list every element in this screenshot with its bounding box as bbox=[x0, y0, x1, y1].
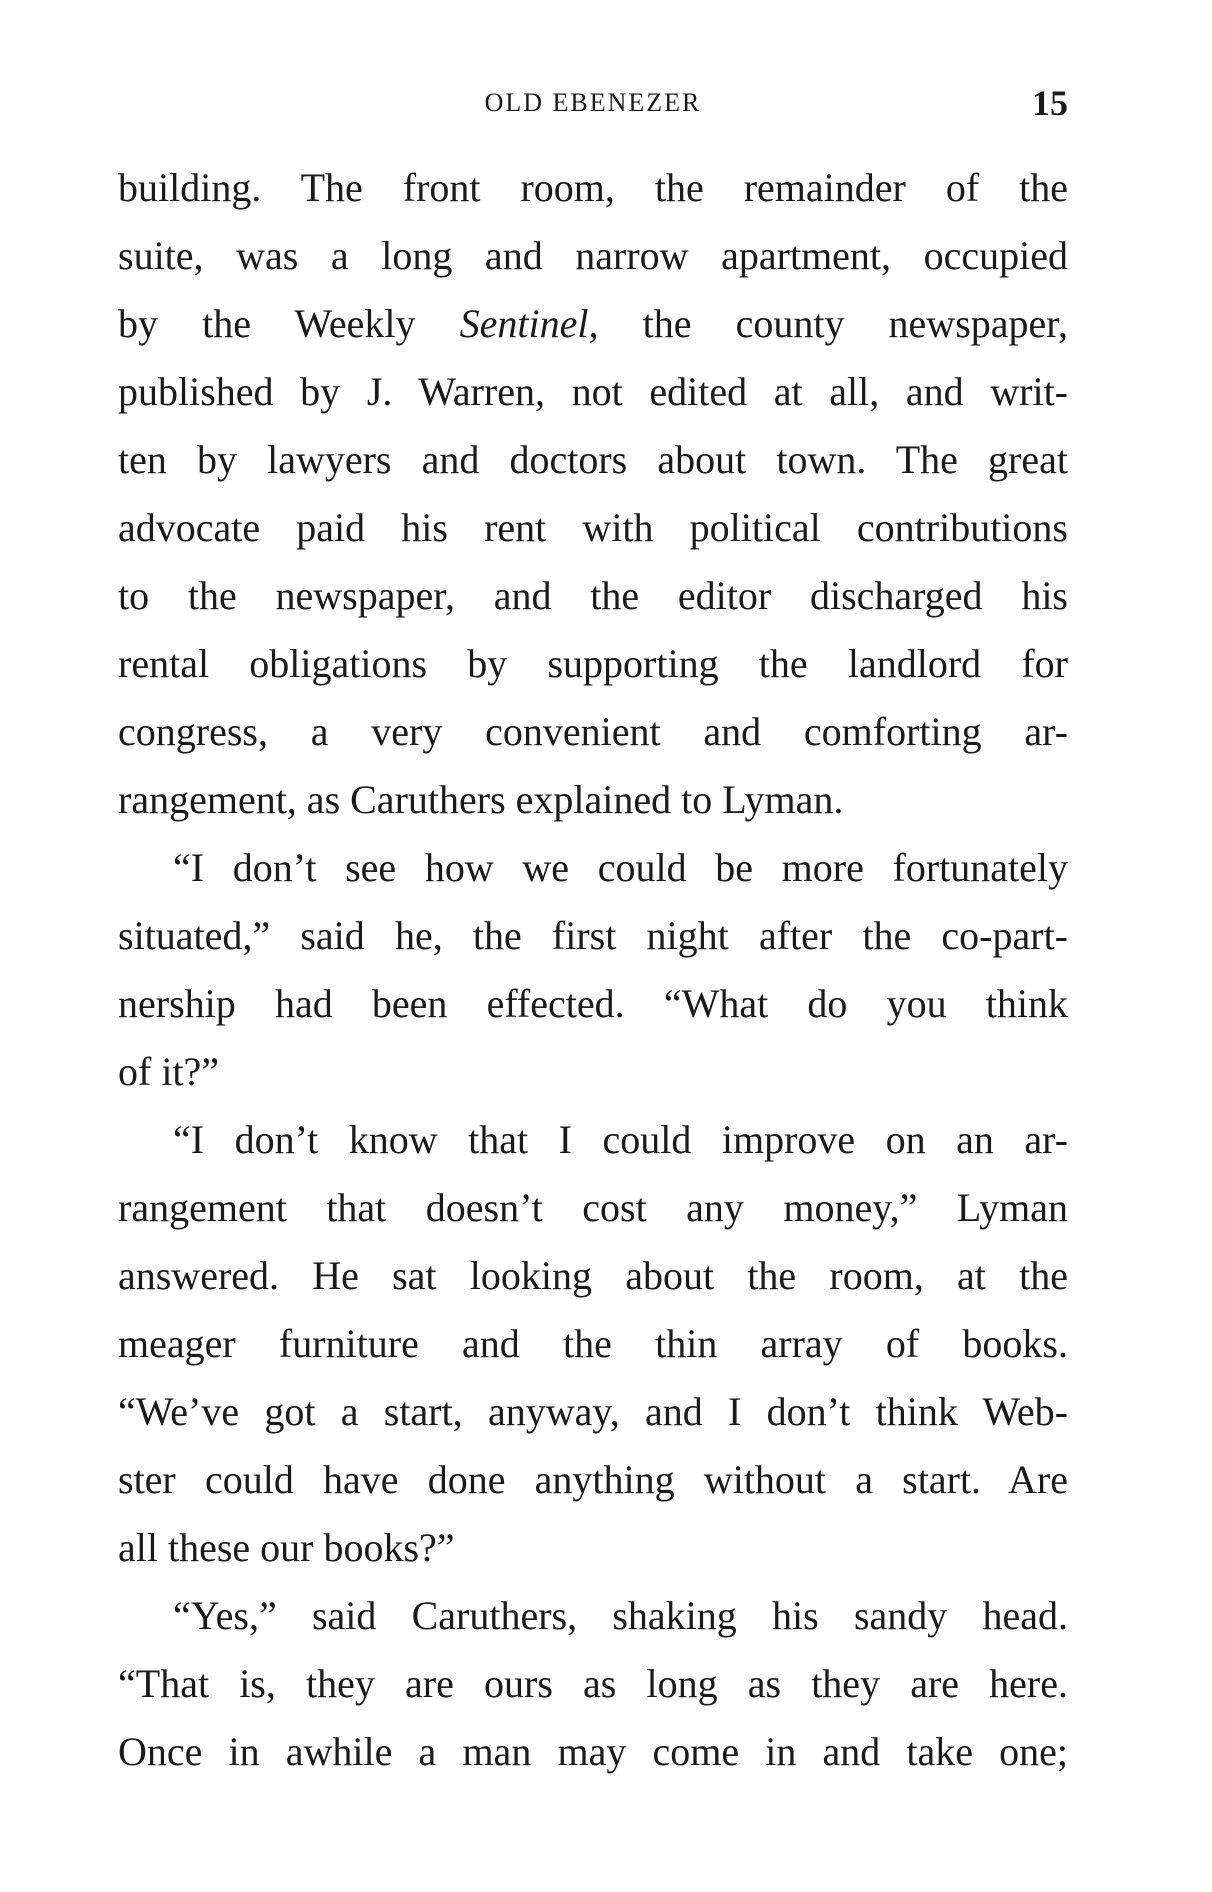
text-run: suite, was a long and narrow apartment, occupied bbox=[118, 233, 1068, 278]
text-line bbox=[118, 1446, 1068, 1514]
page-number: 15 bbox=[1032, 83, 1068, 123]
text-line bbox=[118, 1242, 1068, 1310]
running-title: OLD EBENEZER bbox=[484, 88, 702, 117]
text-run: building. The front room, the remainder of the bbox=[118, 165, 1068, 210]
text-run: rangement that doesn’t cost any money,” Lyman bbox=[118, 1185, 1068, 1230]
text-line bbox=[118, 222, 1068, 290]
text-run: ster could have done anything without a start. Are bbox=[118, 1457, 1068, 1502]
text-run: rangement, as Caruthers explained to Lyman. bbox=[118, 777, 844, 822]
text-run: “That is, they are ours as long as they are here. bbox=[118, 1661, 1068, 1706]
text-line bbox=[118, 698, 1068, 766]
text-line bbox=[118, 1718, 1068, 1786]
text-line bbox=[118, 834, 1068, 902]
text-line bbox=[118, 1174, 1068, 1242]
text-line bbox=[118, 630, 1068, 698]
text-run: by the Weekly bbox=[118, 301, 460, 346]
text-run: meager furniture and the thin array of books. bbox=[118, 1321, 1068, 1366]
text-line bbox=[118, 1514, 1068, 1582]
text-line bbox=[118, 1106, 1068, 1174]
text-run: answered. He sat looking about the room, at the bbox=[118, 1253, 1068, 1298]
text-run: advocate paid his rent with political contributions bbox=[118, 505, 1068, 550]
text-line bbox=[118, 290, 1068, 358]
text-run: Once in awhile a man may come in and take one; bbox=[118, 1729, 1068, 1774]
italic-text: Sentinel, bbox=[459, 301, 599, 346]
text-line bbox=[118, 1582, 1068, 1650]
text-run: the county newspaper, bbox=[598, 301, 1068, 346]
text-line bbox=[118, 562, 1068, 630]
text-line bbox=[118, 970, 1068, 1038]
text-line bbox=[118, 766, 1068, 834]
text-run: “Yes,” said Caruthers, shaking his sandy head. bbox=[173, 1593, 1068, 1638]
text-run: ten by lawyers and doctors about town. The great bbox=[118, 437, 1068, 482]
text-line bbox=[118, 494, 1068, 562]
text-run: to the newspaper, and the editor discharged his bbox=[118, 573, 1068, 618]
text-line bbox=[118, 902, 1068, 970]
text-run: situated,” said he, the first night after the co-part- bbox=[118, 913, 1068, 958]
body-text bbox=[118, 154, 1068, 1786]
text-run: nership had been effected. “What do you think bbox=[118, 981, 1068, 1026]
text-line bbox=[118, 154, 1068, 222]
text-line bbox=[118, 1650, 1068, 1718]
text-line bbox=[118, 426, 1068, 494]
text-line bbox=[118, 1378, 1068, 1446]
text-run: “I don’t know that I could improve on an ar- bbox=[173, 1117, 1068, 1162]
text-line bbox=[118, 1038, 1068, 1106]
running-head bbox=[118, 82, 1068, 132]
text-run: of it?” bbox=[118, 1049, 220, 1094]
text-line bbox=[118, 358, 1068, 426]
text-run: “We’ve got a start, anyway, and I don’t think Web- bbox=[118, 1389, 1068, 1434]
text-run: published by J. Warren, not edited at all, and writ- bbox=[118, 369, 1068, 414]
text-run: rental obligations by supporting the landlord for bbox=[118, 641, 1068, 686]
text-run: all these our books?” bbox=[118, 1525, 455, 1570]
text-line bbox=[118, 1310, 1068, 1378]
text-run: “I don’t see how we could be more fortunately bbox=[173, 845, 1068, 890]
text-run: congress, a very convenient and comforting ar- bbox=[118, 709, 1068, 754]
